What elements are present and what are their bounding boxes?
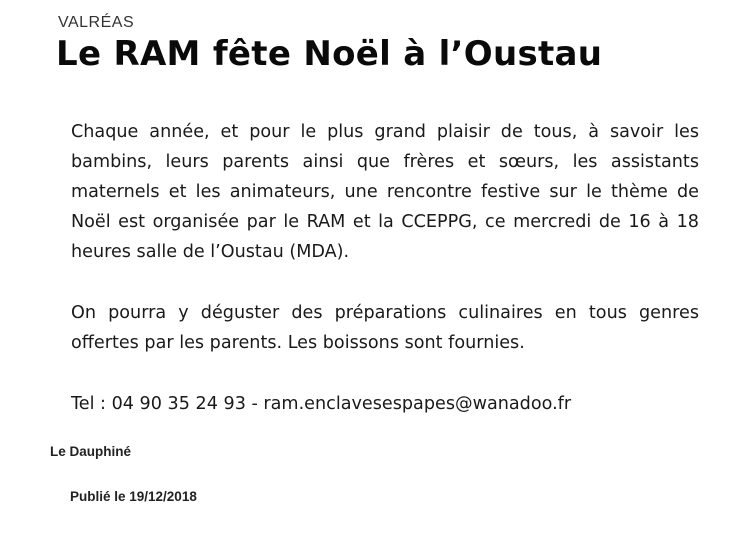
article-headline: Le RAM fête Noël à l’Oustau [56,34,603,74]
article-contact: Tel : 04 90 35 24 93 - ram.enclavesespapes@wanadoo.fr [71,394,572,414]
article-paragraph-1: Chaque année, et pour le plus grand plaisir de tous, à savoir les bambins, leurs parents ainsi que frères et sœurs, les assistants maternels et les animateurs, une rencontre festive sur le thème de Noël est organisée par le RAM et la CCEPPG, ce mercredi de 16 à 18 heures salle de l’Oustau (MDA). [71,122,699,262]
source-publication: Le Dauphiné [50,444,132,459]
publication-date: Publié le 19/12/2018 [70,489,197,504]
article-kicker: VALRÉAS [58,14,135,31]
article-paragraph-2: On pourra y déguster des préparations culinaires en tous genres offertes par les parents. Les boissons sont fournies. [71,303,699,353]
